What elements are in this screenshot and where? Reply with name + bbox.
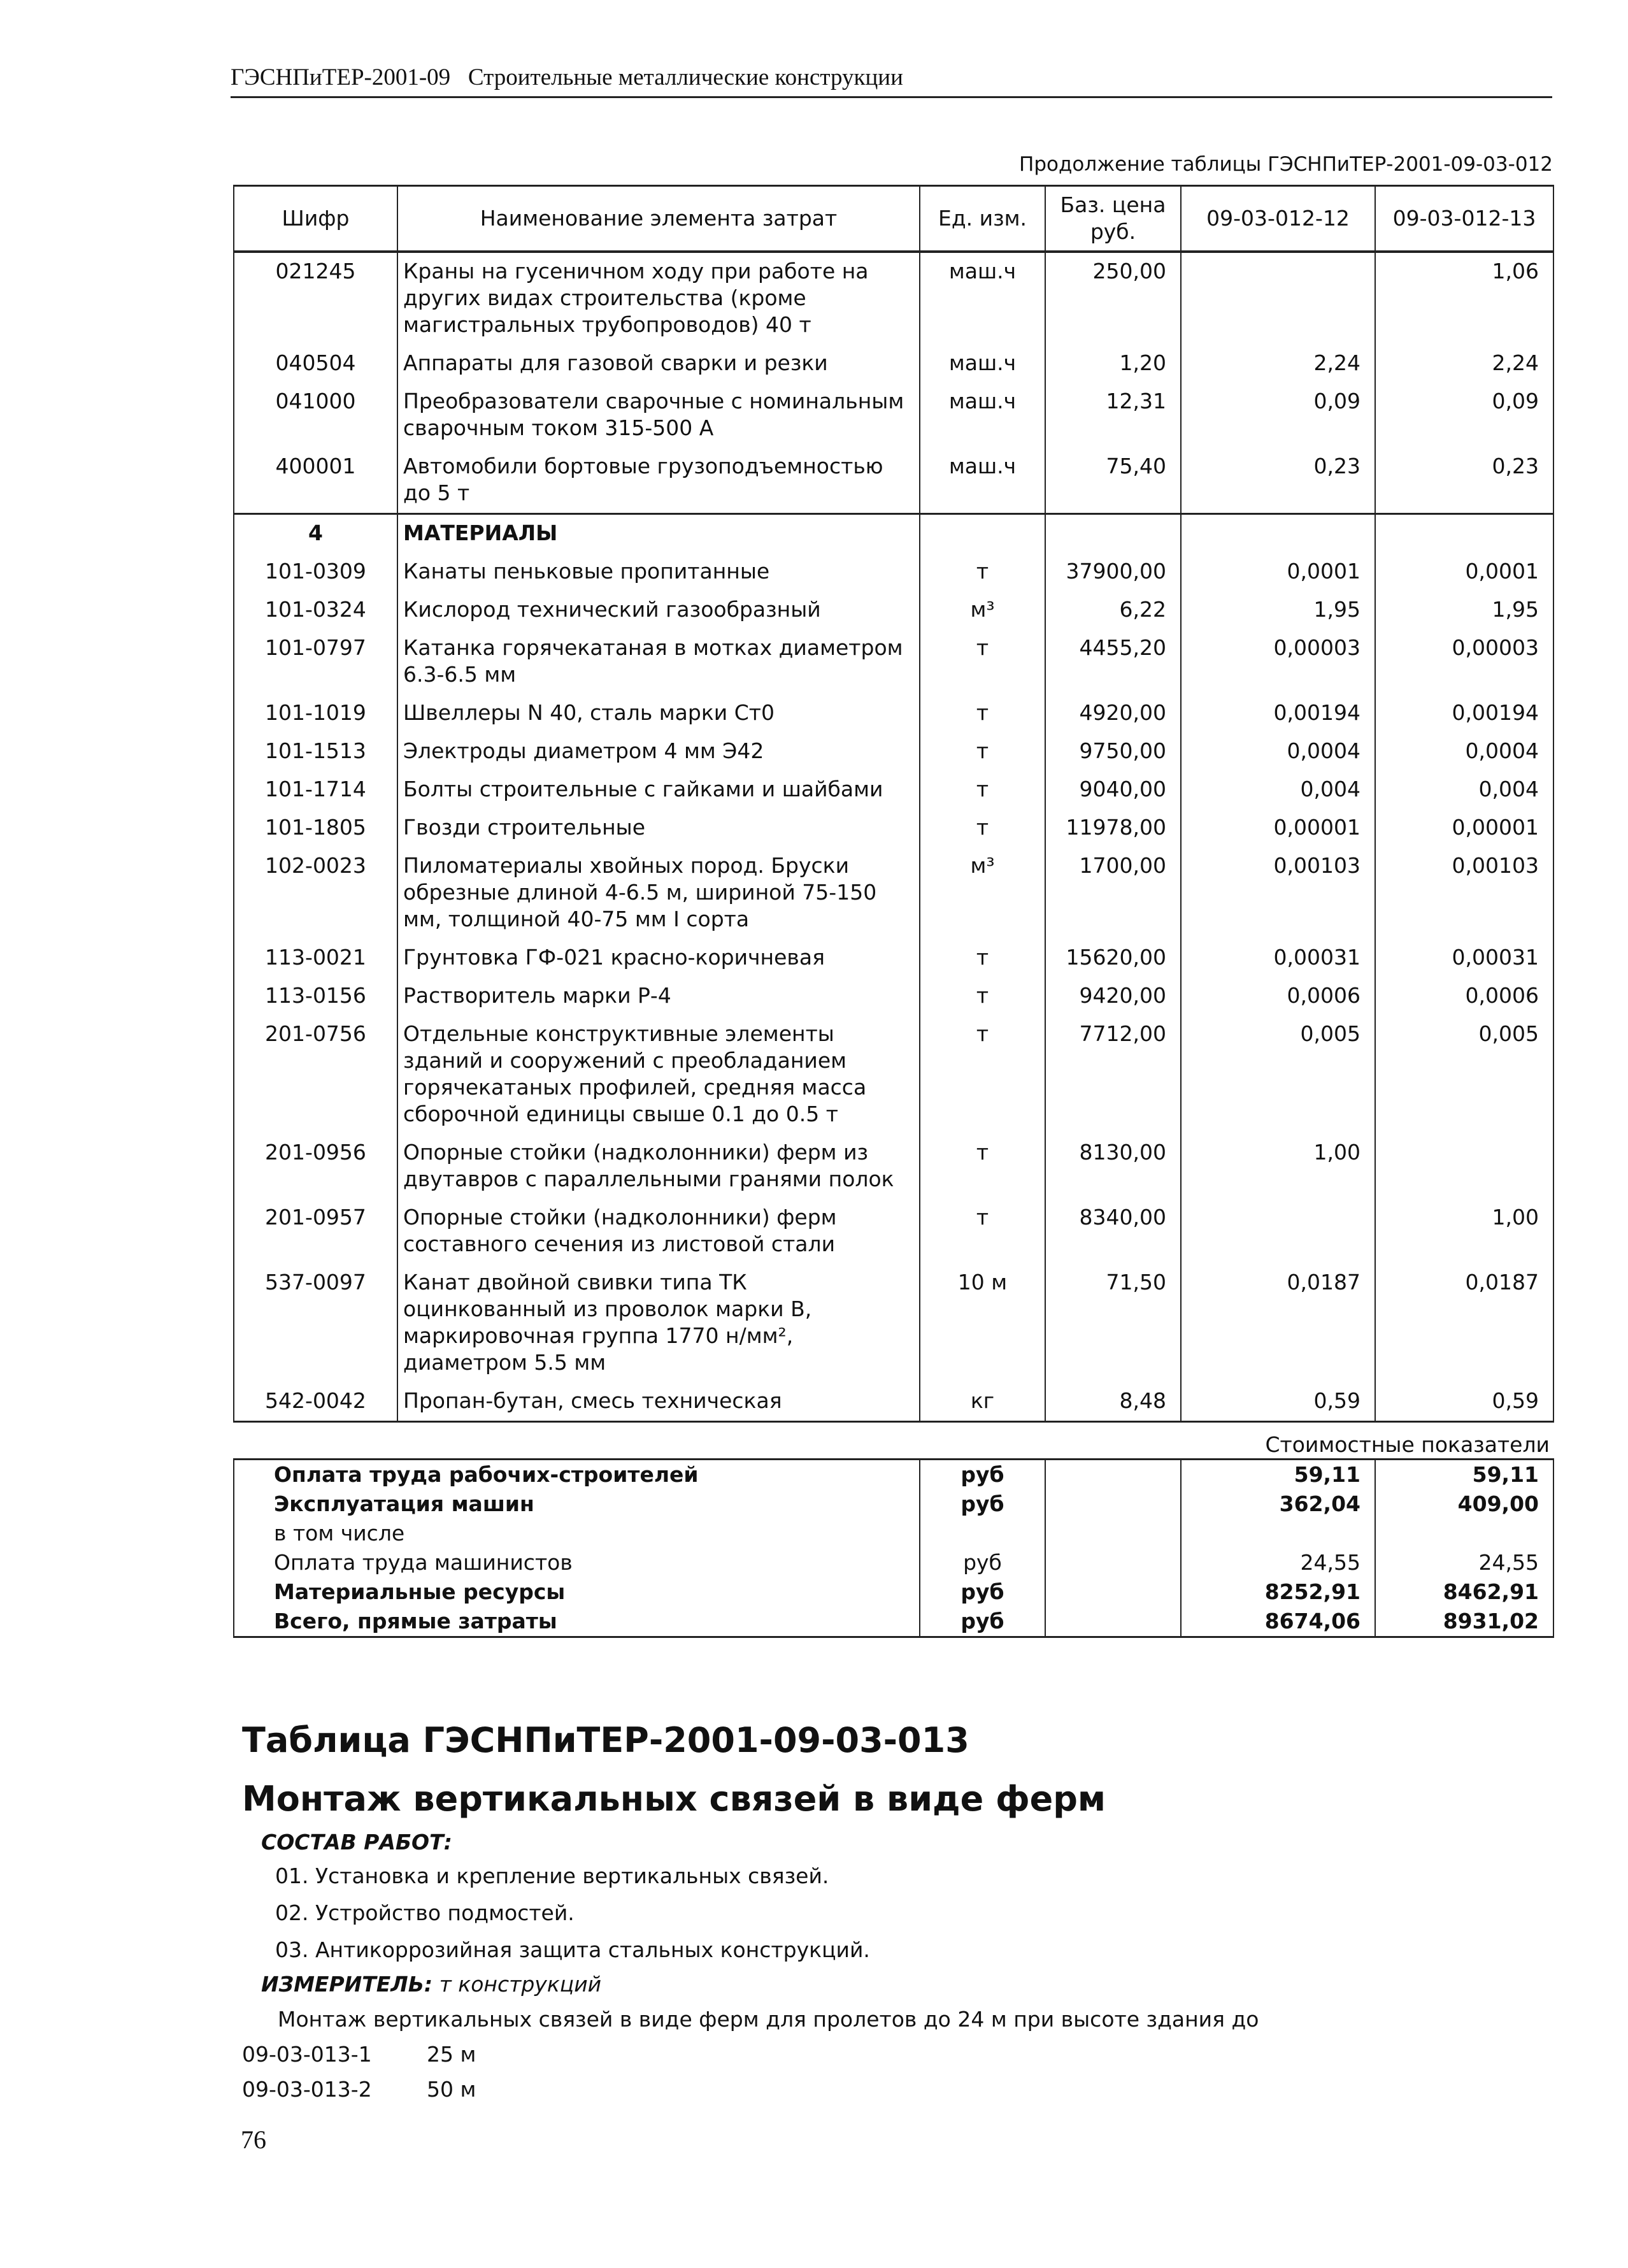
cell-unit: т: [920, 977, 1045, 1016]
cost-row: [234, 1460, 1553, 1490]
cell-price: 9420,00: [1045, 977, 1181, 1016]
cell-code: 021245: [234, 252, 397, 345]
cell-value-12: 1,95: [1181, 591, 1375, 629]
measurement-unit-line: [261, 1972, 601, 1997]
cell-value-12: 0,0187: [1181, 1264, 1375, 1382]
cell-value-13: 2,24: [1375, 345, 1553, 383]
cost-label: Материальные ресурсы: [234, 1577, 920, 1607]
cell-code: 201-0957: [234, 1199, 397, 1264]
cell-value-13: 0,09: [1375, 383, 1553, 448]
cell-code: 537-0097: [234, 1264, 397, 1382]
table-row: [234, 1382, 1553, 1422]
cost-label: Эксплуатация машин: [234, 1489, 920, 1519]
cell-value-13: [1375, 1134, 1553, 1199]
running-header: ГЭСНПиТЕР-2001-09 Строительные металлические конструкции: [231, 64, 1552, 98]
cell-value-13: 1,00: [1375, 1199, 1553, 1264]
cost-value-12: 59,11: [1181, 1460, 1375, 1490]
cell-price: 1,20: [1045, 345, 1181, 383]
header-code: Шифр: [234, 186, 397, 252]
header-unit: Ед. изм.: [920, 186, 1045, 252]
cell-unit: т: [920, 1134, 1045, 1199]
cell-code: 101-0797: [234, 629, 397, 694]
cell-value-13: 0,23: [1375, 448, 1553, 514]
cost-unit: руб: [920, 1460, 1045, 1490]
cell-unit: т: [920, 733, 1045, 771]
cell-price: 1700,00: [1045, 847, 1181, 939]
table-subtitle: Монтаж вертикальных связей в виде ферм: [242, 1779, 1106, 1819]
cell-code: 113-0021: [234, 939, 397, 977]
cost-value-13: 8931,02: [1375, 1607, 1553, 1637]
cell-value-12: 0,0004: [1181, 733, 1375, 771]
cell-price: 6,22: [1045, 591, 1181, 629]
cell-unit: м³: [920, 591, 1045, 629]
cell-code: 113-0156: [234, 977, 397, 1016]
cell-code: 101-1805: [234, 809, 397, 847]
cell-value-12: [1181, 252, 1375, 345]
cell-name: Канаты пеньковые пропитанные: [397, 553, 920, 591]
table-row: [234, 383, 1553, 448]
cell-value-12: 0,00003: [1181, 629, 1375, 694]
cell-value-13: 0,005: [1375, 1016, 1553, 1134]
continuation-caption: Продолжение таблицы ГЭСНПиТЕР-2001-09-03-012: [1019, 153, 1553, 176]
work-item: 03. Антикоррозийная защита стальных конструкций.: [275, 1937, 870, 1962]
table-description: Монтаж вертикальных связей в виде ферм для пролетов до 24 м при высоте здания до: [278, 2007, 1259, 2032]
cell-value-13: 0,0004: [1375, 733, 1553, 771]
cell-code: 101-1714: [234, 771, 397, 809]
cost-value-13: 59,11: [1375, 1460, 1553, 1490]
cell-code: 101-0309: [234, 553, 397, 591]
cell-value-13: 0,00103: [1375, 847, 1553, 939]
cell-value-12: 0,005: [1181, 1016, 1375, 1134]
cell-code: 101-1019: [234, 694, 397, 733]
cell-price: 4455,20: [1045, 629, 1181, 694]
cell-value-13: 0,004: [1375, 771, 1553, 809]
work-item: 01. Установка и крепление вертикальных связей.: [275, 1863, 829, 1888]
cell-unit: т: [920, 553, 1045, 591]
cell-name: Автомобили бортовые грузоподъемностью до 5 т: [397, 448, 920, 514]
cell-unit: маш.ч: [920, 252, 1045, 345]
table-row: [234, 1016, 1553, 1134]
cell-name: Аппараты для газовой сварки и резки: [397, 345, 920, 383]
cost-label: Оплата труда рабочих-строителей: [234, 1460, 920, 1490]
cell-unit: м³: [920, 847, 1045, 939]
cell-unit: маш.ч: [920, 448, 1045, 514]
cost-row: [234, 1519, 1553, 1548]
cell-unit: т: [920, 809, 1045, 847]
cost-label: в том числе: [234, 1519, 920, 1548]
work-item: 02. Устройство подмостей.: [275, 1900, 575, 1925]
cell-value-12: 0,00194: [1181, 694, 1375, 733]
cell-price: 71,50: [1045, 1264, 1181, 1382]
cost-value-12: 8252,91: [1181, 1577, 1375, 1607]
cell-code: 040504: [234, 345, 397, 383]
table-row: [234, 629, 1553, 694]
cell-value-12: 1,00: [1181, 1134, 1375, 1199]
cell-value-13: 0,59: [1375, 1382, 1553, 1422]
header-col-13: 09-03-012-13: [1375, 186, 1553, 252]
table-row: [234, 694, 1553, 733]
cost-row: [234, 1489, 1553, 1519]
cell-value-12: 2,24: [1181, 345, 1375, 383]
cell-value-13: 0,0187: [1375, 1264, 1553, 1382]
cell-name: Опорные стойки (надколонники) ферм из двутавров с параллельными гранями полок: [397, 1134, 920, 1199]
cell-code: 201-0756: [234, 1016, 397, 1134]
cell-price: 9040,00: [1045, 771, 1181, 809]
header-price: Баз. цена руб.: [1045, 186, 1181, 252]
table-row: [234, 345, 1553, 383]
norm-code: 09-03-013-2: [242, 2077, 372, 2102]
table-row: [234, 847, 1553, 939]
cell-name: Растворитель марки Р-4: [397, 977, 920, 1016]
cell-value-13: 0,00003: [1375, 629, 1553, 694]
cell-value-13: 1,06: [1375, 252, 1553, 345]
cell-name: Болты строительные с гайками и шайбами: [397, 771, 920, 809]
cell-value-12: 0,0001: [1181, 553, 1375, 591]
cell-value-12: 0,00001: [1181, 809, 1375, 847]
measurement-value: т конструкций: [439, 1972, 602, 1997]
cost-unit: руб: [920, 1489, 1045, 1519]
cell-code: 101-1513: [234, 733, 397, 771]
cell-name: Краны на гусеничном ходу при работе на других видах строительства (кроме магистральных трубопроводов) 40 т: [397, 252, 920, 345]
cell-name: Канат двойной свивки типа ТК оцинкованный из проволок марки В, маркировочная группа 1770 н/мм², диаметром 5.5 мм: [397, 1264, 920, 1382]
cell-unit: т: [920, 694, 1045, 733]
cell-value-12: [1181, 1199, 1375, 1264]
table-row: [234, 809, 1553, 847]
table-row: [234, 771, 1553, 809]
work-composition-heading: СОСТАВ РАБОТ:: [261, 1830, 452, 1855]
cell-value-13: 0,00031: [1375, 939, 1553, 977]
table-row: [234, 1134, 1553, 1199]
cell-name: Швеллеры N 40, сталь марки Ст0: [397, 694, 920, 733]
cell-price: 9750,00: [1045, 733, 1181, 771]
cell-code: 101-0324: [234, 591, 397, 629]
cost-value-13: 8462,91: [1375, 1577, 1553, 1607]
cell-value-13: 0,0001: [1375, 553, 1553, 591]
cell-price: 8340,00: [1045, 1199, 1181, 1264]
cell-unit: т: [920, 771, 1045, 809]
cell-name: Кислород технический газообразный: [397, 591, 920, 629]
cell-value-12: 0,00103: [1181, 847, 1375, 939]
cell-unit: т: [920, 939, 1045, 977]
cell-value-12: 0,59: [1181, 1382, 1375, 1422]
cell-value-12: 0,09: [1181, 383, 1375, 448]
cell-code: 201-0956: [234, 1134, 397, 1199]
cell-unit: маш.ч: [920, 345, 1045, 383]
cell-price: 250,00: [1045, 252, 1181, 345]
cell-code: 542-0042: [234, 1382, 397, 1422]
cell-name: Отдельные конструктивные элементы зданий и сооружений с преобладанием горячекатаных профилей, средняя масса сборочной единицы свыше 0.1 до 0.5 т: [397, 1016, 920, 1134]
header-col-12: 09-03-012-12: [1181, 186, 1375, 252]
cell-value-13: 0,00194: [1375, 694, 1553, 733]
cost-row: [234, 1548, 1553, 1577]
cell-price: 8,48: [1045, 1382, 1181, 1422]
cost-value-13: [1375, 1519, 1553, 1548]
cell-price: 4920,00: [1045, 694, 1181, 733]
cell-value-13: 0,00001: [1375, 809, 1553, 847]
cost-caption: Стоимостные показатели: [234, 1422, 1553, 1460]
table-row: [234, 591, 1553, 629]
cell-price: 7712,00: [1045, 1016, 1181, 1134]
cell-name: Грунтовка ГФ-021 красно-коричневая: [397, 939, 920, 977]
cell-name: Гвозди строительные: [397, 809, 920, 847]
table-row: [234, 1264, 1553, 1382]
cell-value-12: 0,004: [1181, 771, 1375, 809]
cell-name: Электроды диаметром 4 мм Э42: [397, 733, 920, 771]
cost-value-12: [1181, 1519, 1375, 1548]
cell-value-12: 0,23: [1181, 448, 1375, 514]
norm-code: 09-03-013-1: [242, 2042, 372, 2067]
table-row: [234, 733, 1553, 771]
cell-value-13: 0,0006: [1375, 977, 1553, 1016]
cell-unit: т: [920, 1016, 1045, 1134]
cell-unit: маш.ч: [920, 383, 1045, 448]
code-line: [242, 2077, 476, 2102]
table-row: [234, 252, 1553, 345]
cell-name: Преобразователи сварочные с номинальным сварочным током 315-500 А: [397, 383, 920, 448]
cost-value-13: 24,55: [1375, 1548, 1553, 1577]
cost-value-12: 24,55: [1181, 1548, 1375, 1577]
norm-height: 50 м: [427, 2077, 476, 2102]
cell-code: 102-0023: [234, 847, 397, 939]
cell-value-13: 1,95: [1375, 591, 1553, 629]
cell-price: 11978,00: [1045, 809, 1181, 847]
table-header-row: [234, 186, 1553, 252]
cost-value-13: 409,00: [1375, 1489, 1553, 1519]
section-number: 4: [234, 514, 397, 554]
cost-unit: [920, 1519, 1045, 1548]
cost-unit: руб: [920, 1607, 1045, 1637]
cell-value-12: 0,00031: [1181, 939, 1375, 977]
cell-name: Опорные стойки (надколонники) ферм составного сечения из листовой стали: [397, 1199, 920, 1264]
cost-caption-row: [234, 1422, 1553, 1460]
norm-height: 25 м: [427, 2042, 476, 2067]
cell-unit: 10 м: [920, 1264, 1045, 1382]
cell-unit: кг: [920, 1382, 1045, 1422]
cell-code: 041000: [234, 383, 397, 448]
cell-price: 12,31: [1045, 383, 1181, 448]
cost-label: Всего, прямые затраты: [234, 1607, 920, 1637]
cell-name: Катанка горячекатаная в мотках диаметром 6.3-6.5 мм: [397, 629, 920, 694]
cell-code: 400001: [234, 448, 397, 514]
cost-unit: руб: [920, 1577, 1045, 1607]
cell-value-12: 0,0006: [1181, 977, 1375, 1016]
cell-unit: т: [920, 629, 1045, 694]
cell-name: Пропан-бутан, смесь техническая: [397, 1382, 920, 1422]
measurement-label: ИЗМЕРИТЕЛЬ:: [261, 1972, 433, 1997]
materials-section-row: [234, 514, 1553, 554]
section-title: МАТЕРИАЛЫ: [397, 514, 920, 554]
cell-unit: т: [920, 1199, 1045, 1264]
table-row: [234, 1199, 1553, 1264]
table-row: [234, 553, 1553, 591]
cost-row: [234, 1577, 1553, 1607]
cost-row: [234, 1607, 1553, 1637]
table-row: [234, 977, 1553, 1016]
header-name: Наименование элемента затрат: [397, 186, 920, 252]
cost-value-12: 8674,06: [1181, 1607, 1375, 1637]
cell-price: 8130,00: [1045, 1134, 1181, 1199]
cost-value-12: 362,04: [1181, 1489, 1375, 1519]
cell-name: Пиломатериалы хвойных пород. Бруски обрезные длиной 4-6.5 м, шириной 75-150 мм, толщиной 40-75 мм I сорта: [397, 847, 920, 939]
resource-table: [233, 185, 1554, 1638]
table-row: [234, 939, 1553, 977]
page-number: 76: [241, 2125, 266, 2154]
table-row: [234, 448, 1553, 514]
cell-price: 15620,00: [1045, 939, 1181, 977]
code-line: [242, 2042, 476, 2067]
cost-unit: руб: [920, 1548, 1045, 1577]
table-title: Таблица ГЭСНПиТЕР-2001-09-03-013: [242, 1720, 969, 1760]
cost-label: Оплата труда машинистов: [234, 1548, 920, 1577]
cell-price: 75,40: [1045, 448, 1181, 514]
cell-price: 37900,00: [1045, 553, 1181, 591]
